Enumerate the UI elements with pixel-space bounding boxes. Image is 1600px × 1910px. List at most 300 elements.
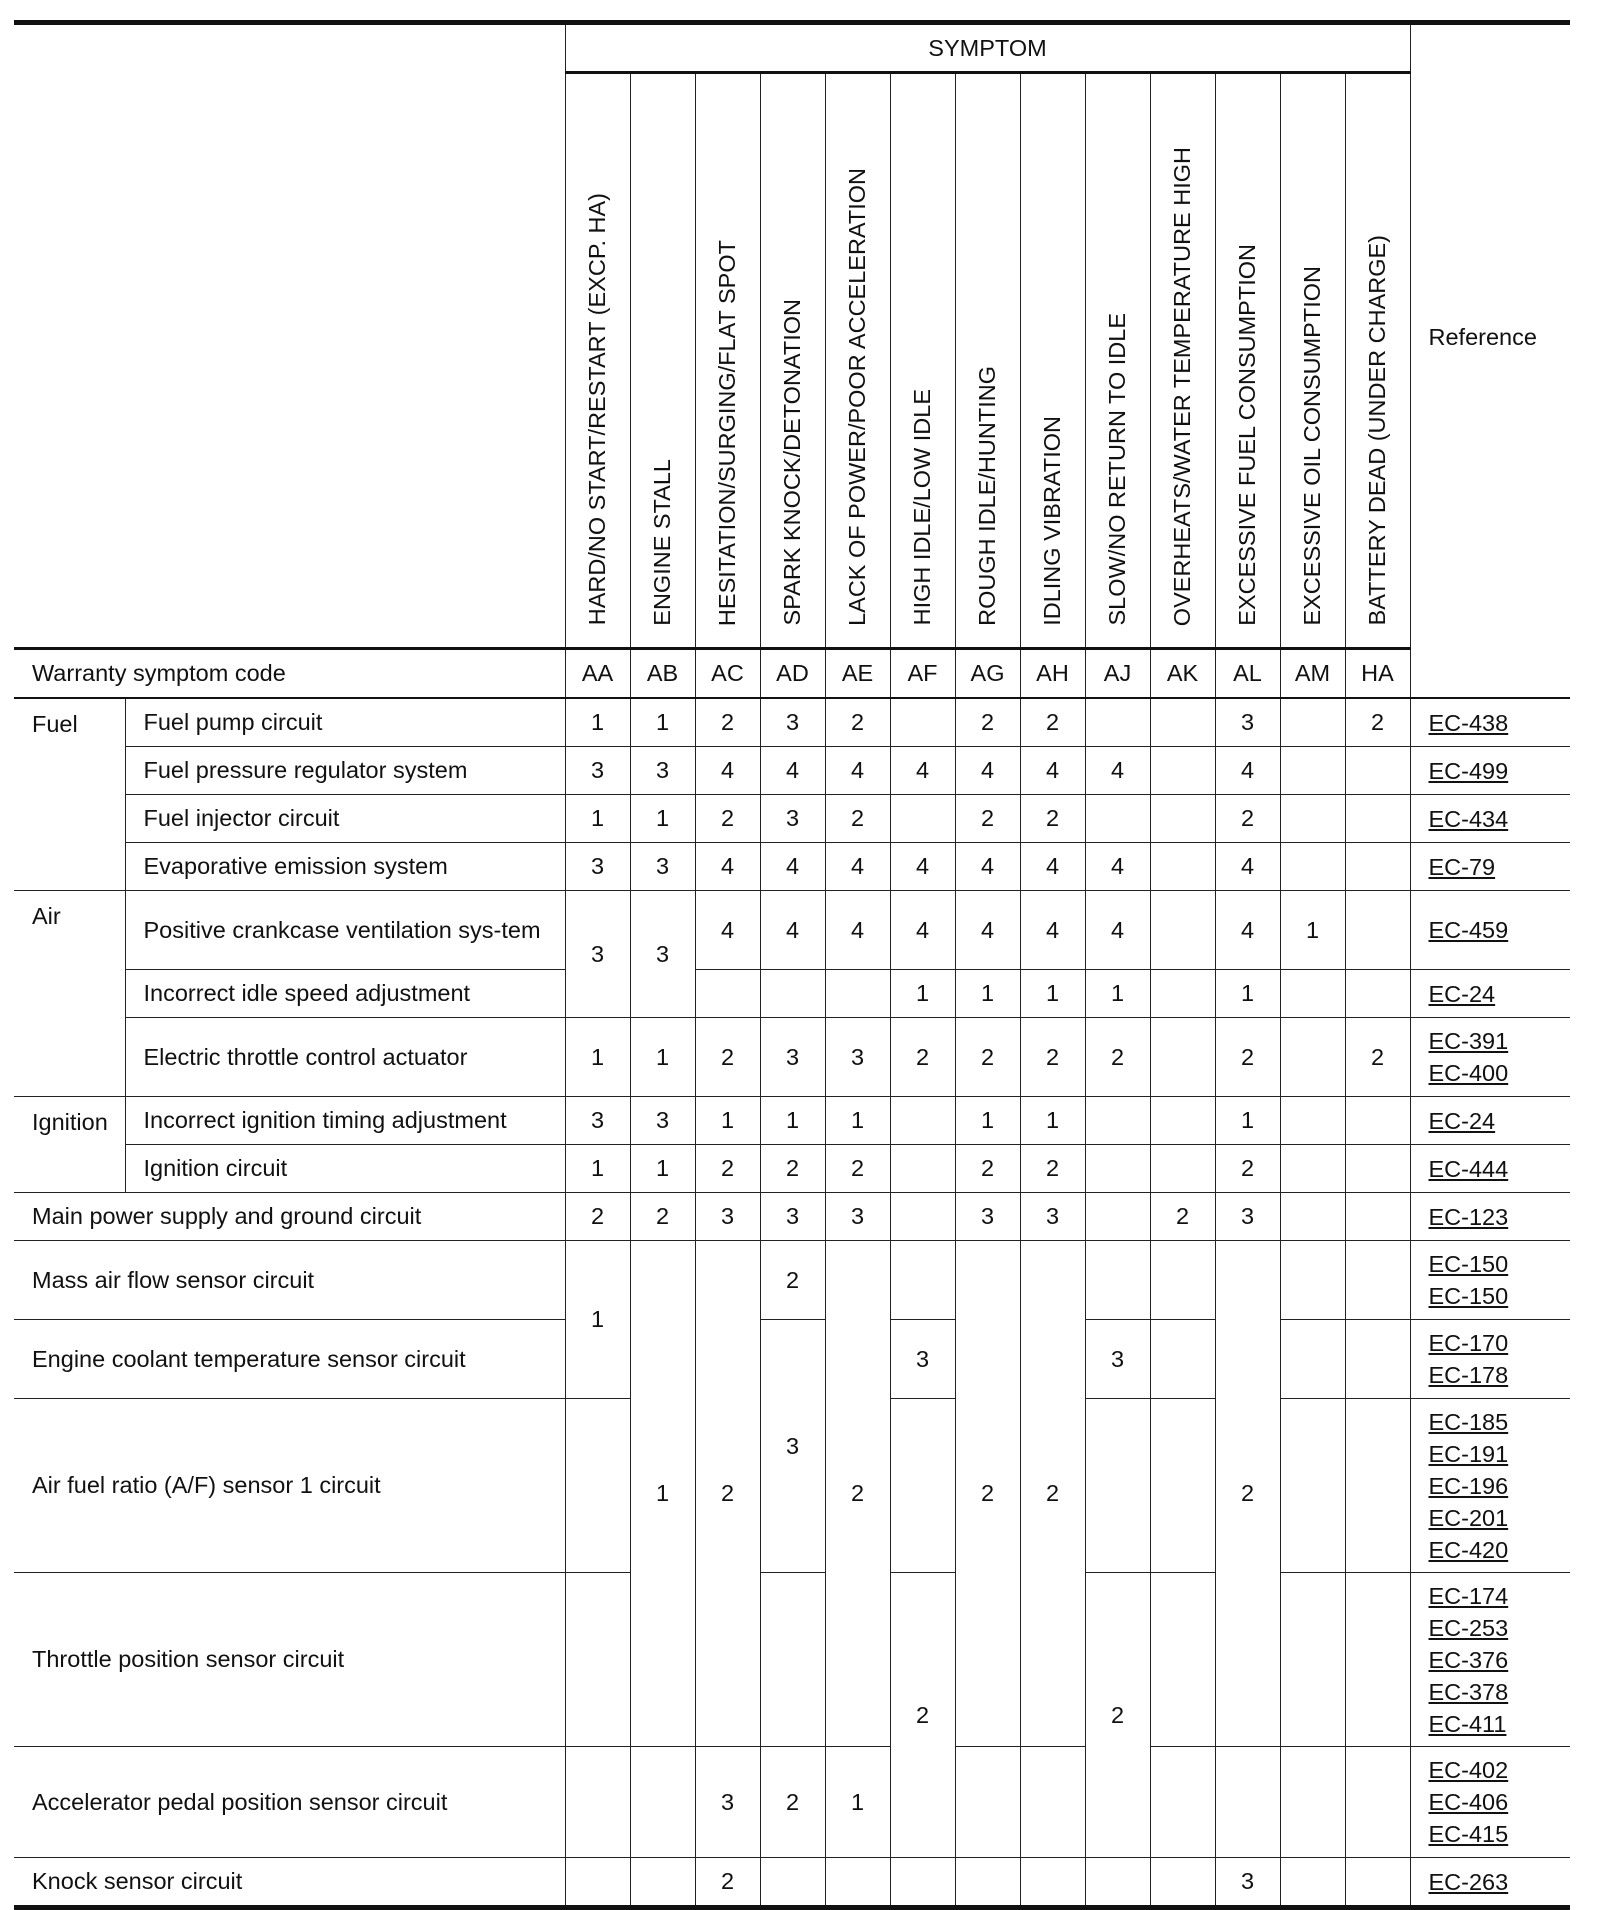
cell-value: 4	[1215, 747, 1280, 795]
cell-value	[1215, 1747, 1280, 1858]
table-row	[14, 1193, 1570, 1241]
reference-link[interactable]: EC-499	[1428, 757, 1509, 784]
cell-value: 1	[565, 1241, 630, 1399]
cell-value: 2	[695, 795, 760, 843]
cell-value	[1280, 795, 1345, 843]
cell-value	[1085, 1399, 1150, 1573]
cell-value	[1345, 891, 1410, 970]
cell-value: 3	[565, 1097, 630, 1145]
cell-value: 4	[1085, 891, 1150, 970]
symptom-column-header	[760, 73, 825, 649]
cell-value	[565, 1747, 630, 1858]
reference-link[interactable]: EC-415	[1428, 1821, 1509, 1847]
cell-value: 2	[695, 1858, 760, 1908]
warranty-code-row	[14, 649, 1570, 699]
symptom-column-label: HARD/NO START/RESTART (EXCP. HA)	[584, 193, 611, 626]
cell-value: 3	[565, 891, 630, 1018]
cell-value: 2	[1085, 1573, 1150, 1858]
table-row	[14, 843, 1570, 891]
cell-value: 3	[630, 747, 695, 795]
reference-link[interactable]: EC-174	[1428, 1582, 1509, 1609]
cell-value	[1345, 1097, 1410, 1145]
table-row	[14, 1145, 1570, 1193]
reference-link[interactable]: EC-196	[1428, 1472, 1509, 1499]
cell-value: 1	[955, 970, 1020, 1018]
row-label: Mass air flow sensor circuit	[14, 1241, 565, 1320]
reference-link[interactable]: EC-376	[1428, 1646, 1509, 1673]
reference-cell	[1410, 1747, 1570, 1858]
cell-value: 2	[955, 795, 1020, 843]
reference-header: Reference	[1410, 23, 1570, 649]
cell-value: 3	[1215, 698, 1280, 747]
row-label: Evaporative emission system	[125, 843, 565, 891]
cell-value: 2	[1345, 1018, 1410, 1097]
cell-value: 2	[955, 698, 1020, 747]
cell-value: 1	[825, 1747, 890, 1858]
cell-value	[1280, 1241, 1345, 1320]
reference-cell	[1410, 1573, 1570, 1747]
cell-value	[890, 795, 955, 843]
reference-empty-cell	[1410, 649, 1570, 699]
reference-link[interactable]: EC-378	[1428, 1678, 1509, 1705]
cell-value: 3	[760, 698, 825, 747]
cell-value: 1	[760, 1097, 825, 1145]
cell-value: 4	[825, 891, 890, 970]
row-label: Main power supply and ground circuit	[14, 1193, 565, 1241]
table-row	[14, 970, 1570, 1018]
cell-value	[1150, 1858, 1215, 1908]
cell-value: 4	[1020, 747, 1085, 795]
group-ignition: Ignition	[14, 1097, 125, 1193]
reference-link[interactable]: EC-263	[1428, 1868, 1509, 1895]
warranty-code: AK	[1150, 649, 1215, 699]
cell-value: 1	[565, 1018, 630, 1097]
cell-value: 4	[955, 747, 1020, 795]
cell-value: 3	[1020, 1193, 1085, 1241]
cell-value	[890, 1399, 955, 1573]
cell-value: 1	[695, 1097, 760, 1145]
symptom-column-header	[825, 73, 890, 649]
cell-value: 2	[1345, 698, 1410, 747]
reference-link[interactable]: EC-201	[1428, 1504, 1509, 1531]
cell-value: 1	[1020, 1097, 1085, 1145]
cell-value	[1150, 891, 1215, 970]
symptom-column-header	[1150, 73, 1215, 649]
cell-value: 2	[1020, 698, 1085, 747]
cell-value: 3	[695, 1747, 760, 1858]
symptom-column-header	[630, 73, 695, 649]
cell-value	[825, 1858, 890, 1908]
cell-value: 2	[825, 1241, 890, 1747]
reference-link[interactable]: EC-434	[1428, 805, 1509, 832]
cell-value: 1	[565, 698, 630, 747]
cell-value: 2	[695, 1018, 760, 1097]
reference-cell	[1410, 1241, 1570, 1320]
reference-link[interactable]: EC-411	[1428, 1710, 1507, 1737]
warranty-code: AL	[1215, 649, 1280, 699]
reference-cell	[1410, 1858, 1570, 1908]
reference-cell	[1410, 1018, 1570, 1097]
table-row	[14, 1858, 1570, 1908]
symptom-column-header	[695, 73, 760, 649]
cell-value	[1150, 843, 1215, 891]
warranty-label: Warranty symptom code	[14, 649, 565, 699]
cell-value	[890, 1241, 955, 1320]
cell-value: 2	[1150, 1193, 1215, 1241]
table-row	[14, 1747, 1570, 1858]
cell-value	[1280, 1097, 1345, 1145]
reference-link[interactable]: EC-253	[1428, 1614, 1509, 1641]
cell-value: 1	[565, 795, 630, 843]
row-label: Incorrect ignition timing adjustment	[125, 1097, 565, 1145]
cell-value	[1345, 1858, 1410, 1908]
warranty-code: AG	[955, 649, 1020, 699]
cell-value	[1280, 843, 1345, 891]
group-air: Air	[14, 891, 125, 1097]
symptom-column-label: OVERHEATS/WATER TEMPERATURE HIGH	[1169, 146, 1196, 626]
row-label: Air fuel ratio (A/F) sensor 1 circuit	[14, 1399, 565, 1573]
table-row	[14, 1573, 1570, 1747]
cell-value: 4	[1020, 843, 1085, 891]
symptom-column-header	[1020, 73, 1085, 649]
cell-value	[1280, 1145, 1345, 1193]
row-label: Accelerator pedal position sensor circuit	[14, 1747, 565, 1858]
cell-value	[1085, 1097, 1150, 1145]
cell-value: 3	[630, 843, 695, 891]
cell-value: 1	[630, 1145, 695, 1193]
warranty-code: AF	[890, 649, 955, 699]
cell-value	[695, 970, 760, 1018]
cell-value: 4	[890, 843, 955, 891]
cell-value: 1	[630, 795, 695, 843]
reference-cell	[1410, 1320, 1570, 1399]
reference-link[interactable]: EC-79	[1428, 853, 1496, 880]
cell-value: 1	[1085, 970, 1150, 1018]
symptom-column-label: EXCESSIVE FUEL CONSUMPTION	[1234, 243, 1261, 626]
cell-value: 2	[955, 1018, 1020, 1097]
cell-value: 3	[760, 1018, 825, 1097]
cell-value	[630, 1858, 695, 1908]
cell-value: 2	[695, 1145, 760, 1193]
cell-value: 4	[955, 843, 1020, 891]
reference-cell	[1410, 1097, 1570, 1145]
reference-link[interactable]: EC-420	[1428, 1536, 1509, 1563]
cell-value	[1150, 747, 1215, 795]
cell-value	[1150, 1145, 1215, 1193]
cell-value	[1280, 1573, 1345, 1747]
row-label: Electric throttle control actuator	[125, 1018, 565, 1097]
cell-value: 1	[1215, 1097, 1280, 1145]
cell-value: 3	[760, 1320, 825, 1573]
cell-value	[1085, 698, 1150, 747]
cell-value	[1150, 1320, 1215, 1399]
cell-value	[890, 1097, 955, 1145]
cell-value: 1	[630, 698, 695, 747]
cell-value: 4	[760, 747, 825, 795]
row-label: Fuel pressure regulator system	[125, 747, 565, 795]
cell-value: 4	[695, 747, 760, 795]
cell-value: 2	[1020, 795, 1085, 843]
cell-value	[1345, 1193, 1410, 1241]
cell-value	[825, 970, 890, 1018]
reference-link[interactable]: EC-170	[1428, 1330, 1509, 1356]
reference-link[interactable]: EC-391	[1428, 1028, 1509, 1054]
cell-value: 3	[1215, 1193, 1280, 1241]
symptom-column-header	[565, 73, 630, 649]
reference-link[interactable]: EC-185	[1428, 1408, 1509, 1435]
reference-cell	[1410, 891, 1570, 970]
cell-value: 2	[760, 1747, 825, 1858]
cell-value	[1345, 1747, 1410, 1858]
blank-header-cell	[14, 23, 565, 649]
table-row	[14, 1241, 1570, 1320]
cell-value: 1	[630, 1018, 695, 1097]
symptom-column-label: ENGINE STALL	[649, 458, 676, 626]
symptom-column-header	[955, 73, 1020, 649]
cell-value	[630, 1747, 695, 1858]
cell-value: 3	[1215, 1858, 1280, 1908]
cell-value	[565, 1858, 630, 1908]
cell-value	[1020, 1747, 1085, 1858]
cell-value: 2	[1215, 1241, 1280, 1747]
cell-value	[1085, 1193, 1150, 1241]
row-label: Ignition circuit	[125, 1145, 565, 1193]
table-row	[14, 698, 1570, 747]
cell-value	[1150, 1018, 1215, 1097]
reference-link[interactable]: EC-406	[1428, 1789, 1509, 1815]
group-fuel: Fuel	[14, 698, 125, 891]
cell-value	[1345, 1145, 1410, 1193]
reference-link[interactable]: EC-24	[1428, 980, 1496, 1007]
cell-value: 3	[1085, 1320, 1150, 1399]
reference-cell	[1410, 1193, 1570, 1241]
cell-value: 1	[1020, 970, 1085, 1018]
cell-value	[1345, 795, 1410, 843]
cell-value	[1345, 1573, 1410, 1747]
cell-value: 2	[825, 698, 890, 747]
cell-value	[1280, 1018, 1345, 1097]
cell-value	[955, 1858, 1020, 1908]
reference-cell	[1410, 747, 1570, 795]
symptom-column-label: ROUGH IDLE/HUNTING	[974, 365, 1001, 626]
cell-value: 2	[695, 698, 760, 747]
symptom-column-header	[1280, 73, 1345, 649]
symptom-table	[14, 20, 1570, 1910]
reference-cell	[1410, 843, 1570, 891]
cell-value: 2	[890, 1018, 955, 1097]
cell-value	[1150, 1097, 1215, 1145]
symptom-column-header	[890, 73, 955, 649]
cell-value	[1020, 1858, 1085, 1908]
cell-value: 2	[955, 1241, 1020, 1747]
cell-value	[760, 1858, 825, 1908]
table-row	[14, 1097, 1570, 1145]
reference-link[interactable]: EC-150	[1428, 1251, 1509, 1277]
cell-value: 1	[955, 1097, 1020, 1145]
warranty-code: AM	[1280, 649, 1345, 699]
cell-value	[1345, 1399, 1410, 1573]
cell-value	[890, 1193, 955, 1241]
symptom-column-label: SLOW/NO RETURN TO IDLE	[1104, 313, 1131, 626]
cell-value	[1150, 795, 1215, 843]
row-label: Fuel injector circuit	[125, 795, 565, 843]
cell-value: 4	[825, 747, 890, 795]
symptom-column-label: LACK OF POWER/POOR ACCELERATION	[844, 167, 871, 626]
cell-value	[1085, 1858, 1150, 1908]
cell-value: 3	[695, 1193, 760, 1241]
cell-value: 4	[760, 891, 825, 970]
reference-cell	[1410, 698, 1570, 747]
symptom-column-label: HESITATION/SURGING/FLAT SPOT	[714, 239, 741, 626]
cell-value: 4	[695, 891, 760, 970]
cell-value	[1280, 698, 1345, 747]
cell-value: 2	[1215, 795, 1280, 843]
reference-link[interactable]: EC-24	[1428, 1107, 1496, 1134]
cell-value: 4	[760, 843, 825, 891]
cell-value	[1280, 1858, 1345, 1908]
cell-value: 4	[1215, 891, 1280, 970]
cell-value: 3	[825, 1018, 890, 1097]
reference-link[interactable]: EC-438	[1428, 709, 1509, 736]
cell-value	[1150, 698, 1215, 747]
symptom-column-label: HIGH IDLE/LOW IDLE	[909, 389, 936, 626]
reference-link[interactable]: EC-150	[1428, 1283, 1509, 1309]
cell-value: 3	[630, 891, 695, 1018]
symptom-column-header	[1215, 73, 1280, 649]
reference-link[interactable]: EC-459	[1428, 917, 1509, 943]
symptom-column-label: SPARK KNOCK/DETONATION	[779, 299, 806, 626]
cell-value	[1150, 1573, 1215, 1747]
reference-link[interactable]: EC-400	[1428, 1060, 1509, 1086]
cell-value	[955, 1747, 1020, 1858]
cell-value: 2	[565, 1193, 630, 1241]
warranty-code: AB	[630, 649, 695, 699]
reference-cell	[1410, 970, 1570, 1018]
warranty-code: AA	[565, 649, 630, 699]
table-row	[14, 747, 1570, 795]
cell-value: 3	[760, 1193, 825, 1241]
cell-value: 1	[1280, 891, 1345, 970]
warranty-code: HA	[1345, 649, 1410, 699]
table-row	[14, 795, 1570, 843]
cell-value	[1085, 1241, 1150, 1320]
cell-value: 2	[1020, 1018, 1085, 1097]
reference-link[interactable]: EC-191	[1428, 1440, 1509, 1467]
cell-value: 4	[1020, 891, 1085, 970]
cell-value: 3	[825, 1193, 890, 1241]
cell-value	[760, 1573, 825, 1747]
cell-value: 3	[955, 1193, 1020, 1241]
cell-value: 2	[955, 1145, 1020, 1193]
cell-value: 4	[955, 891, 1020, 970]
row-label: Engine coolant temperature sensor circuit	[14, 1320, 565, 1399]
cell-value	[1345, 843, 1410, 891]
reference-cell	[1410, 795, 1570, 843]
reference-link[interactable]: EC-402	[1428, 1757, 1509, 1783]
reference-cell	[1410, 1399, 1570, 1573]
row-label: Knock sensor circuit	[14, 1858, 565, 1908]
cell-value	[565, 1399, 630, 1573]
reference-link[interactable]: EC-444	[1428, 1155, 1509, 1182]
symptom-column-label: BATTERY DEAD (UNDER CHARGE)	[1364, 235, 1391, 626]
cell-value	[1345, 747, 1410, 795]
cell-value	[1280, 1399, 1345, 1573]
symptom-column-header	[1085, 73, 1150, 649]
cell-value	[1280, 1320, 1345, 1399]
cell-value	[1150, 1399, 1215, 1573]
cell-value	[760, 970, 825, 1018]
cell-value	[1280, 1193, 1345, 1241]
warranty-code: AJ	[1085, 649, 1150, 699]
cell-value: 1	[565, 1145, 630, 1193]
cell-value: 4	[890, 747, 955, 795]
cell-value: 2	[825, 1145, 890, 1193]
symptom-title: SYMPTOM	[565, 23, 1410, 73]
cell-value: 4	[825, 843, 890, 891]
cell-value	[565, 1573, 630, 1747]
cell-value: 4	[1085, 747, 1150, 795]
table-row	[14, 1018, 1570, 1097]
cell-value: 2	[630, 1193, 695, 1241]
cell-value: 4	[695, 843, 760, 891]
cell-value: 1	[630, 1241, 695, 1747]
cell-value	[1280, 747, 1345, 795]
cell-value	[1345, 970, 1410, 1018]
cell-value	[890, 1145, 955, 1193]
table-row	[14, 1320, 1570, 1399]
cell-value	[1345, 1320, 1410, 1399]
reference-link[interactable]: EC-178	[1428, 1362, 1509, 1388]
cell-value: 2	[1085, 1018, 1150, 1097]
cell-value: 2	[760, 1241, 825, 1320]
cell-value	[1085, 795, 1150, 843]
row-label: Fuel pump circuit	[125, 698, 565, 747]
row-label: Throttle position sensor circuit	[14, 1573, 565, 1747]
cell-value: 4	[1215, 843, 1280, 891]
cell-value: 2	[825, 795, 890, 843]
cell-value: 2	[1215, 1018, 1280, 1097]
warranty-code: AC	[695, 649, 760, 699]
symptom-column-label: IDLING VIBRATION	[1039, 415, 1066, 626]
cell-value: 1	[825, 1097, 890, 1145]
cell-value: 3	[760, 795, 825, 843]
cell-value: 3	[890, 1320, 955, 1399]
reference-cell	[1410, 1145, 1570, 1193]
cell-value	[1085, 1145, 1150, 1193]
table-row	[14, 891, 1570, 970]
cell-value: 4	[1085, 843, 1150, 891]
cell-value: 2	[1020, 1241, 1085, 1747]
warranty-code: AD	[760, 649, 825, 699]
cell-value	[1150, 1241, 1215, 1320]
cell-value: 3	[565, 747, 630, 795]
cell-value: 1	[1215, 970, 1280, 1018]
warranty-code: AH	[1020, 649, 1085, 699]
cell-value: 2	[1020, 1145, 1085, 1193]
cell-value	[1280, 1747, 1345, 1858]
warranty-code: AE	[825, 649, 890, 699]
cell-value	[890, 698, 955, 747]
cell-value: 2	[890, 1573, 955, 1858]
cell-value: 4	[890, 891, 955, 970]
reference-link[interactable]: EC-123	[1428, 1203, 1509, 1230]
cell-value	[1150, 970, 1215, 1018]
cell-value	[1280, 970, 1345, 1018]
cell-value: 2	[760, 1145, 825, 1193]
cell-value: 3	[630, 1097, 695, 1145]
cell-value: 3	[565, 843, 630, 891]
cell-value	[1150, 1747, 1215, 1858]
